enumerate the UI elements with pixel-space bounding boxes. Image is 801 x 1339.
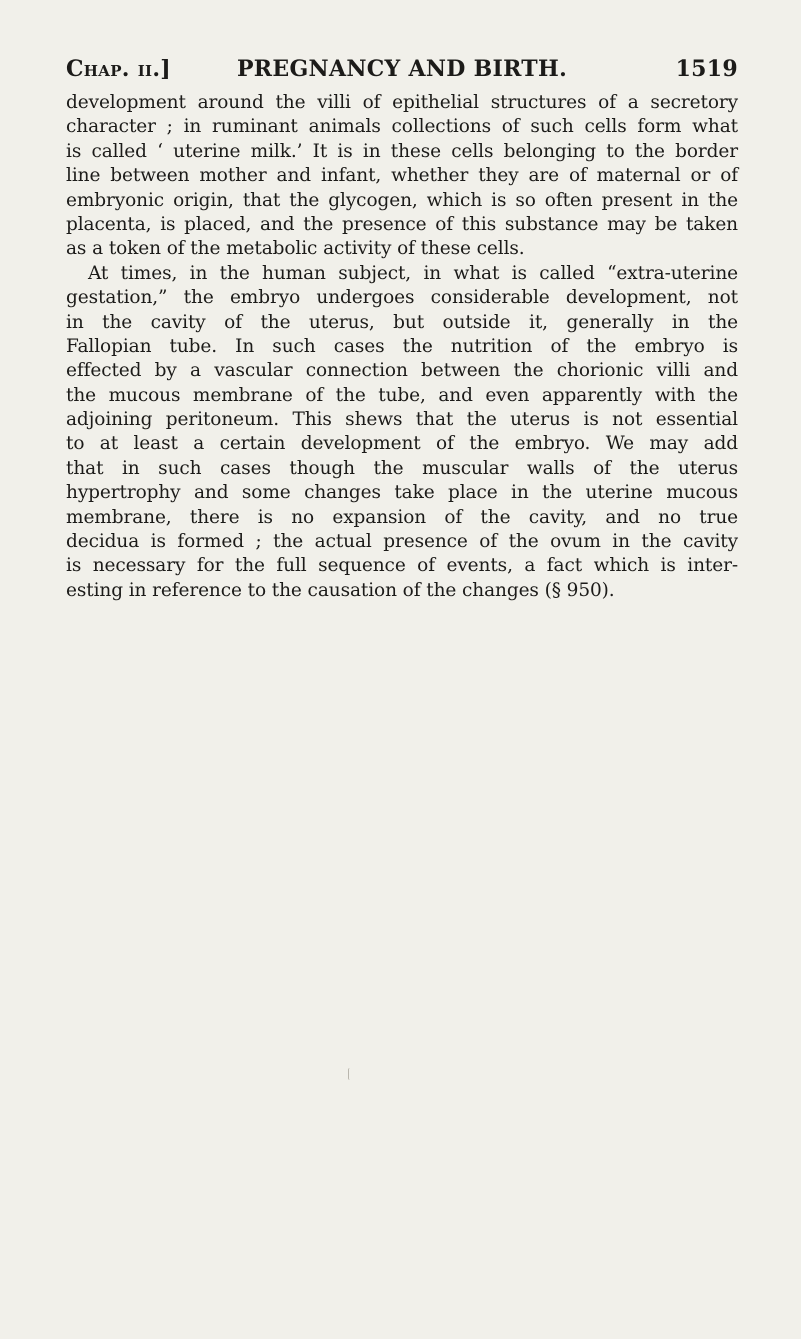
text-line: is called ‘ uterine milk.’ It is in these cells belonging to the border — [66, 140, 738, 162]
text-line: hypertrophy and some changes take place in the uterine mucous — [66, 482, 738, 504]
text-line: in the cavity of the uterus, but outside it, generally in the — [66, 311, 738, 333]
running-head — [66, 56, 738, 86]
body-text — [66, 91, 738, 603]
page-title: PREGNANCY AND BIRTH. — [236, 56, 568, 82]
text-line: development around the villi of epithelial structures of a secretory — [66, 92, 738, 113]
paragraph-2 — [66, 262, 738, 603]
text-line: membrane, there is no expansion of the cavity, and no true — [66, 506, 738, 528]
text-line: to at least a certain development of the embryo. We may add — [66, 433, 738, 455]
text-line: as a token of the metabolic activity of these cells. — [66, 238, 525, 260]
text-line: character ; in ruminant animals collections of such cells form what — [66, 116, 738, 138]
text-line: decidua is formed ; the actual presence of the ovum in the cavity — [66, 531, 738, 553]
text-line: embryonic origin, that the glycogen, which is so often present in the — [66, 189, 738, 211]
text-line: adjoining peritoneum. This shews that the uterus is not essential — [66, 409, 738, 431]
chapter-heading: Chap. ii.] — [66, 56, 172, 82]
paper-blemish — [348, 1068, 352, 1080]
text-line: that in such cases though the muscular walls of the uterus — [66, 457, 738, 479]
text-line: esting in reference to the causation of the changes (§ 950). — [66, 579, 615, 601]
text-line: is necessary for the full sequence of events, a fact which is inter- — [66, 555, 738, 577]
text-line: the mucous membrane of the tube, and even apparently with the — [66, 384, 738, 406]
text-line: effected by a vascular connection between the chorionic villi and — [66, 360, 738, 382]
text-line: Fallopian tube. In such cases the nutrition of the embryo is — [66, 335, 738, 357]
text-line: placenta, is placed, and the presence of this substance may be taken — [66, 213, 738, 235]
text-line: At times, in the human subject, in what is called “extra-uterine — [88, 262, 738, 284]
page-number: 1519 — [675, 56, 738, 82]
paragraph-1 — [66, 91, 738, 262]
text-line: gestation,” the embryo undergoes considerable development, not — [66, 287, 738, 309]
text-line: line between mother and infant, whether they are of maternal or of — [66, 165, 738, 187]
